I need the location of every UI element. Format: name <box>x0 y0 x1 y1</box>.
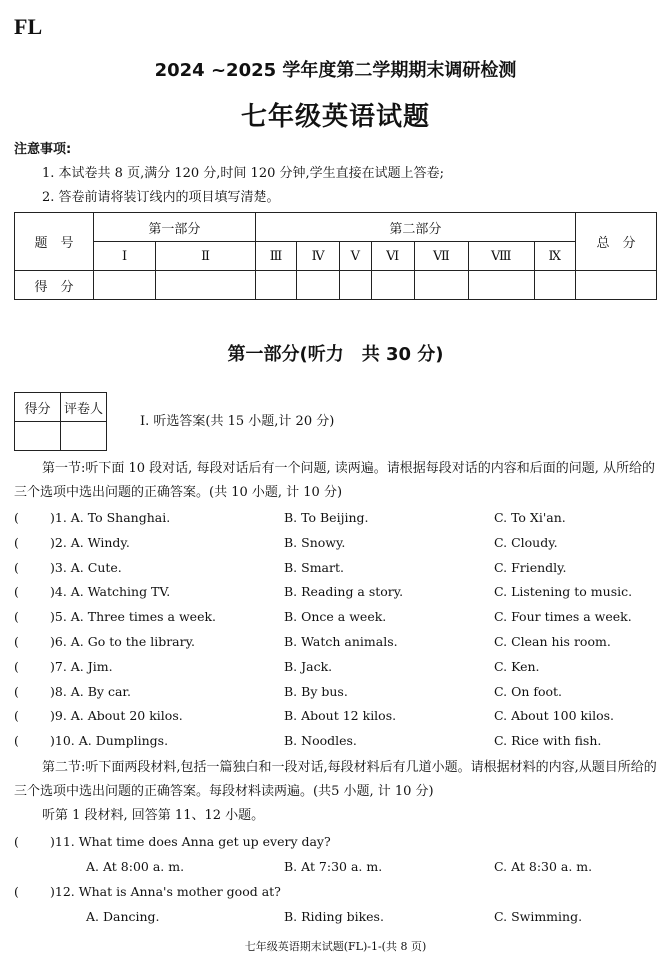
grader-name-cell[interactable] <box>61 422 107 451</box>
part2-header: 第二部分 <box>255 213 575 242</box>
score-table <box>14 212 657 300</box>
score-cell[interactable] <box>94 271 156 300</box>
q11-option-a: A. At 8:00 a. m. <box>86 859 185 874</box>
total-label: 总 分 <box>576 213 657 271</box>
page-footer: 七年级英语期末试题(FL)-1-(共 8 页) <box>244 940 427 953</box>
grader-box <box>14 392 107 451</box>
part1-header: 第一部分 <box>94 213 256 242</box>
question-option-b: B. By bus. <box>284 683 348 699</box>
answer-bracket[interactable]: ( <box>14 634 19 649</box>
question-option-b: B. Once a week. <box>284 609 387 625</box>
question-option-a: )6. A. Go to the library. <box>50 634 195 649</box>
notice-item: 2. 答卷前请将装订线内的项目填写清楚。 <box>42 190 280 205</box>
answer-bracket[interactable]: ( <box>14 708 19 724</box>
grader-score-label: 得分 <box>15 393 61 422</box>
numeral: Ⅵ <box>371 242 414 271</box>
question-option-c: C. On foot. <box>494 683 563 699</box>
numeral: Ⅸ <box>534 242 575 271</box>
subject-title: 七年级英语试题 <box>240 102 430 132</box>
question-option-a: )3. A. Cute. <box>50 559 122 575</box>
question-option-c: C. About 100 kilos. <box>494 708 614 724</box>
answer-bracket[interactable]: ( <box>14 584 19 600</box>
answer-bracket[interactable]: ( <box>14 609 19 625</box>
question-option-a: )10. A. Dumplings. <box>50 733 169 749</box>
answer-bracket[interactable]: ( <box>14 834 19 849</box>
q12-option-a: A. Dancing. <box>86 909 160 924</box>
question-option-c: C. Cloudy. <box>494 534 558 550</box>
notice-heading: 注意事项: <box>14 142 72 157</box>
answer-bracket[interactable]: ( <box>14 733 19 749</box>
score-cell[interactable] <box>255 271 296 300</box>
numeral: Ⅳ <box>297 242 340 271</box>
question-option-b: B. Noodles. <box>284 733 357 749</box>
q-label: 题 号 <box>15 213 94 271</box>
question-option-c: C. Friendly. <box>494 559 567 575</box>
q12-option-c: C. Swimming. <box>494 909 583 924</box>
question-option-a: )8. A. By car. <box>50 683 131 699</box>
q11-stem: )11. What time does Anna get up every day? <box>50 834 331 849</box>
score-cell[interactable] <box>414 271 468 300</box>
score-cell[interactable] <box>297 271 340 300</box>
answer-bracket[interactable]: ( <box>14 884 19 899</box>
score-cell[interactable] <box>468 271 534 300</box>
question-option-c: C. To Xi'an. <box>494 510 566 525</box>
question-option-a: )2. A. Windy. <box>50 534 130 550</box>
section2-intro: 第二节:听下面两段材料,包括一篇独白和一段对话,每段材料后有几道小题。请根据材料的内容,从题目所给的三个选项中选出问题的正确答案。每段材料读两遍。(共5 小题, 计 10 分) <box>14 760 657 799</box>
q12-option-b: B. Riding bikes. <box>284 909 384 924</box>
question-option-a: )7. A. Jim. <box>50 658 113 674</box>
question-option-b: B. Watch animals. <box>284 634 398 649</box>
question-option-b: B. To Beijing. <box>284 510 369 525</box>
question-option-a: )4. A. Watching TV. <box>50 584 171 600</box>
question-option-b: B. Snowy. <box>284 534 346 550</box>
question-option-c: C. Clean his room. <box>494 634 611 649</box>
question-option-c: C. Rice with fish. <box>494 733 602 749</box>
section-title: 第一部分(听力 共 30 分) <box>227 344 444 365</box>
score-label: 得 分 <box>15 271 94 300</box>
question-option-a: )5. A. Three times a week. <box>50 609 217 625</box>
section1-intro: 第一节:听下面 10 段对话, 每段对话后有一个问题, 读两遍。请根据每段对话的内容和后面的问题, 从所给的三个选项中选出问题的正确答案。(共 10 小题, 计 10 分) <box>14 461 655 500</box>
numeral: Ⅴ <box>339 242 371 271</box>
question-option-c: C. Four times a week. <box>494 609 632 625</box>
paper-code: FL <box>14 14 43 39</box>
exam-title: 2024 ~2025 学年度第二学期期末调研检测 <box>154 60 517 81</box>
grader-score-cell[interactable] <box>15 422 61 451</box>
answer-bracket[interactable]: ( <box>14 510 19 525</box>
numeral: Ⅷ <box>468 242 534 271</box>
material-1-note: 听第 1 段材料, 回答第 11、12 小题。 <box>42 808 265 823</box>
answer-bracket[interactable]: ( <box>14 559 19 575</box>
notice-item: 1. 本试卷共 8 页,满分 120 分,时间 120 分钟,学生直接在试题上答卷; <box>42 166 445 181</box>
answer-bracket[interactable]: ( <box>14 534 19 550</box>
answer-bracket[interactable]: ( <box>14 683 19 699</box>
grader-label: 评卷人 <box>61 393 107 422</box>
numeral: Ⅶ <box>414 242 468 271</box>
numeral: Ⅲ <box>255 242 296 271</box>
q11-option-b: B. At 7:30 a. m. <box>284 859 383 874</box>
numeral: Ⅱ <box>156 242 256 271</box>
q12-stem: )12. What is Anna's mother good at? <box>50 884 281 899</box>
question-option-a: )1. A. To Shanghai. <box>50 510 171 525</box>
score-cell[interactable] <box>371 271 414 300</box>
score-cell[interactable] <box>534 271 575 300</box>
score-cell[interactable] <box>339 271 371 300</box>
answer-bracket[interactable]: ( <box>14 658 19 674</box>
question-option-c: C. Ken. <box>494 658 540 674</box>
question-option-b: B. Jack. <box>284 658 333 674</box>
score-cell[interactable] <box>156 271 256 300</box>
question-option-b: B. About 12 kilos. <box>284 708 397 724</box>
q11-option-c: C. At 8:30 a. m. <box>494 859 593 874</box>
question-option-a: )9. A. About 20 kilos. <box>50 708 183 724</box>
numeral: Ⅰ <box>94 242 156 271</box>
question-option-c: C. Listening to music. <box>494 584 633 600</box>
question-option-b: B. Reading a story. <box>284 584 404 600</box>
total-cell[interactable] <box>576 271 657 300</box>
question-option-b: B. Smart. <box>284 559 344 575</box>
part-i-title: Ⅰ. 听选答案(共 15 小题,计 20 分) <box>140 414 335 429</box>
